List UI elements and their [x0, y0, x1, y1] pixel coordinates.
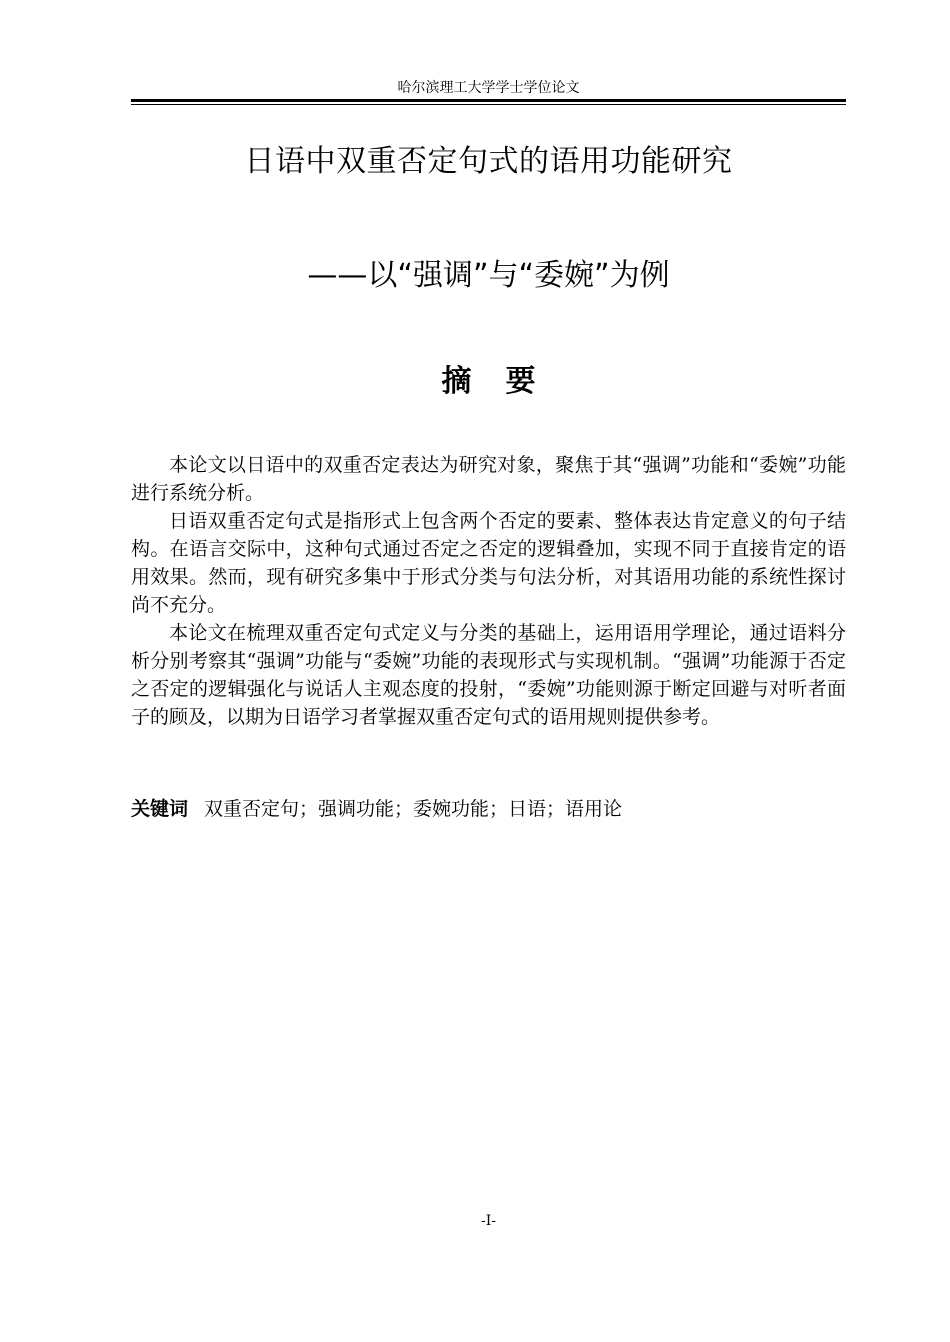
- keywords-line: [131, 795, 846, 823]
- keywords-label: 关键词: [131, 798, 189, 820]
- abstract-paragraph: 日语双重否定句式是指形式上包含两个否定的要素、整体表达肯定意义的句子结构。在语言交际中，这种句式通过否定之否定的逻辑叠加，实现不同于直接肯定的语用效果。然而，现有研究多集中于形式分类与句法分析，对其语用功能的系统性探讨尚不充分。: [131, 510, 846, 616]
- running-header: 哈尔滨理工大学学士学位论文: [397, 80, 580, 96]
- abstract-paragraph: 本论文以日语中的双重否定表达为研究对象，聚焦于其“强调”功能和“委婉”功能进行系统分析。: [131, 454, 846, 504]
- page-number: -I-: [481, 1213, 496, 1229]
- thesis-subtitle: ——以“强调”与“委婉”为例: [307, 258, 670, 293]
- thesis-title: 日语中双重否定句式的语用功能研究: [244, 144, 733, 179]
- header-rule-thin: [131, 104, 846, 105]
- header-rule-thick: [131, 99, 846, 102]
- abstract-body: [131, 451, 846, 731]
- abstract-paragraph: 本论文在梳理双重否定句式定义与分类的基础上，运用语用学理论，通过语料分析分别考察其“强调”功能与“委婉”功能的表现形式与实现机制。“强调”功能源于否定之否定的逻辑强化与说话人主观态度的投射，“委婉”功能则源于断定回避与对听者面子的顾及，以期为日语学习者掌握双重否定句式的语用规则提供参考。: [131, 622, 846, 728]
- abstract-heading: 摘要: [441, 364, 570, 399]
- keywords-value: 双重否定句；强调功能；委婉功能；日语；语用论: [204, 798, 623, 820]
